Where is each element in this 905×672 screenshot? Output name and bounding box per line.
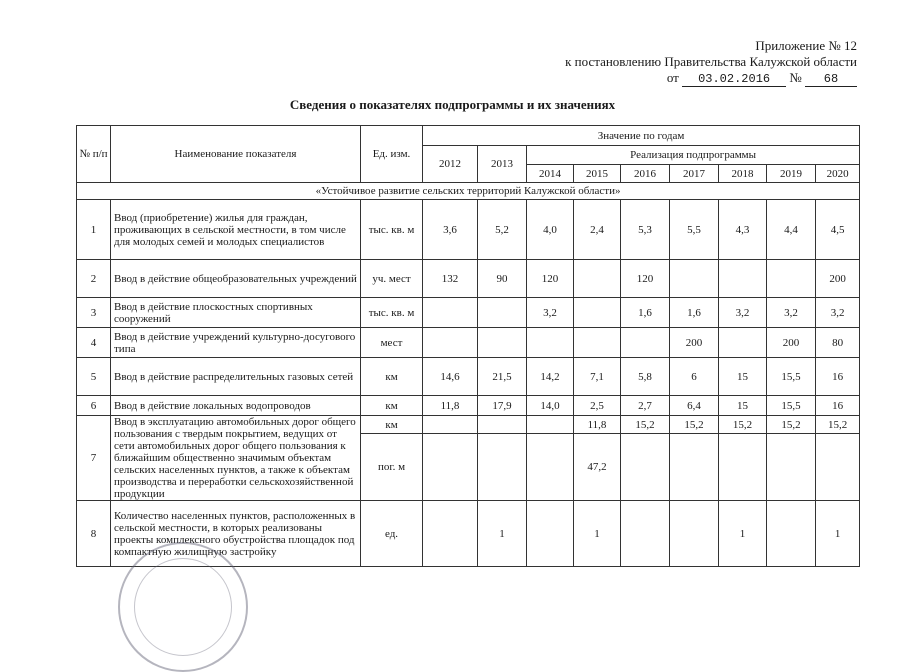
table-row: [77, 298, 860, 328]
value-cell: 3,2: [719, 298, 767, 328]
value-cell: [478, 328, 527, 358]
value-cell: 200: [670, 328, 719, 358]
value-cell: 11,8: [423, 396, 478, 416]
value-cell: 132: [423, 260, 478, 298]
value-cell: [423, 434, 478, 501]
value-cell: [423, 298, 478, 328]
value-cell: 1,6: [621, 298, 670, 328]
official-seal: [118, 542, 248, 672]
value-cell: [478, 416, 527, 434]
indicator-name: Ввод в действие локальных водопроводов: [111, 396, 361, 416]
value-cell: 5,2: [478, 200, 527, 260]
table-row: [77, 260, 860, 298]
indicator-name: Ввод в действие плоскостных спортивных сооружений: [111, 298, 361, 328]
section-row: [77, 183, 860, 200]
value-cell: [527, 501, 574, 567]
value-cell: 11,8: [574, 416, 621, 434]
indicator-name: Ввод в действие общеобразовательных учреждений: [111, 260, 361, 298]
col-values-header: Значение по годам: [423, 126, 860, 146]
value-cell: [527, 434, 574, 501]
row-number: 8: [77, 501, 111, 567]
year-header: 2014: [527, 165, 574, 183]
year-header: 2013: [478, 146, 527, 183]
value-cell: [478, 298, 527, 328]
value-cell: 16: [816, 396, 860, 416]
value-cell: [621, 328, 670, 358]
value-cell: 5,3: [621, 200, 670, 260]
unit-cell: уч. мест: [361, 260, 423, 298]
value-cell: [719, 260, 767, 298]
table-row: [77, 328, 860, 358]
value-cell: [574, 298, 621, 328]
year-header: 2018: [719, 165, 767, 183]
resolution-date: 03.02.2016: [682, 72, 786, 87]
value-cell: [816, 434, 860, 501]
value-cell: 120: [621, 260, 670, 298]
value-cell: 5,5: [670, 200, 719, 260]
value-cell: 15,2: [719, 416, 767, 434]
value-cell: 80: [816, 328, 860, 358]
value-cell: 4,5: [816, 200, 860, 260]
value-cell: [767, 434, 816, 501]
value-cell: 14,0: [527, 396, 574, 416]
value-cell: 21,5: [478, 358, 527, 396]
value-cell: [719, 434, 767, 501]
value-cell: [670, 501, 719, 567]
value-cell: 2,7: [621, 396, 670, 416]
document-title: Сведения о показателях подпрограммы и их значениях: [289, 97, 616, 112]
value-cell: 15,2: [816, 416, 860, 434]
value-cell: 120: [527, 260, 574, 298]
row-number: 5: [77, 358, 111, 396]
indicator-name: Ввод (приобретение) жилья для граждан, проживающих в сельской местности, в том числе для молодых семей и молодых специалистов: [111, 200, 361, 260]
value-cell: [670, 434, 719, 501]
unit-cell: км: [361, 358, 423, 396]
value-cell: [767, 260, 816, 298]
value-cell: 6: [670, 358, 719, 396]
indicators-table: [76, 125, 860, 567]
row-number: 1: [77, 200, 111, 260]
value-cell: [574, 328, 621, 358]
document-header: [565, 38, 857, 87]
value-cell: [478, 434, 527, 501]
value-cell: 1: [574, 501, 621, 567]
value-cell: 4,4: [767, 200, 816, 260]
row-number: 7: [77, 416, 111, 501]
row-number: 2: [77, 260, 111, 298]
row-number: 4: [77, 328, 111, 358]
value-cell: 90: [478, 260, 527, 298]
value-cell: [423, 501, 478, 567]
value-cell: 4,0: [527, 200, 574, 260]
table-row: [77, 396, 860, 416]
value-cell: 1: [816, 501, 860, 567]
unit-cell: пог. м: [361, 434, 423, 501]
value-cell: 4,3: [719, 200, 767, 260]
year-header: 2015: [574, 165, 621, 183]
unit-cell: км: [361, 416, 423, 434]
col-unit-header: Ед. изм.: [361, 126, 423, 183]
value-cell: [423, 328, 478, 358]
indicator-name: Ввод в эксплуатацию автомобильных дорог общего пользования с твердым покрытием, ведущих от сети автомобильных дорог общего пользования к ближайшим общественно значимым объектам сельских населенных пунктов, а также к объектам производства и переработки сельскохозяйственной продукции: [111, 416, 361, 501]
year-header: 2012: [423, 146, 478, 183]
from-label: от: [666, 70, 679, 85]
value-cell: 200: [816, 260, 860, 298]
value-cell: [527, 328, 574, 358]
table-row: [77, 358, 860, 396]
value-cell: 15: [719, 396, 767, 416]
unit-cell: тыс. кв. м: [361, 200, 423, 260]
header-row-1: [77, 126, 860, 146]
table-row: [77, 416, 860, 434]
value-cell: 15: [719, 358, 767, 396]
unit-cell: мест: [361, 328, 423, 358]
year-header: 2020: [816, 165, 860, 183]
unit-cell: тыс. кв. м: [361, 298, 423, 328]
indicator-name: Количество населенных пунктов, расположенных в сельской местности, в которых реализованы проекты комплексного обустройства площадок под компактную жилищную застройку: [111, 501, 361, 567]
value-cell: [527, 416, 574, 434]
value-cell: 5,8: [621, 358, 670, 396]
value-cell: 15,2: [670, 416, 719, 434]
value-cell: 16: [816, 358, 860, 396]
year-header: 2017: [670, 165, 719, 183]
value-cell: [719, 328, 767, 358]
unit-cell: км: [361, 396, 423, 416]
value-cell: 3,6: [423, 200, 478, 260]
resolution-number: 68: [805, 72, 857, 87]
value-cell: 7,1: [574, 358, 621, 396]
table-row: [77, 200, 860, 260]
table-body: [77, 126, 860, 567]
section-title: «Устойчивое развитие сельских территорий Калужской области»: [77, 183, 860, 200]
value-cell: 17,9: [478, 396, 527, 416]
value-cell: 15,5: [767, 358, 816, 396]
row-number: 6: [77, 396, 111, 416]
appendix-label: Приложение № 12: [755, 38, 857, 53]
value-cell: 3,2: [527, 298, 574, 328]
unit-cell: ед.: [361, 501, 423, 567]
row-number: 3: [77, 298, 111, 328]
value-cell: [767, 501, 816, 567]
value-cell: 6,4: [670, 396, 719, 416]
value-cell: 200: [767, 328, 816, 358]
value-cell: 3,2: [767, 298, 816, 328]
value-cell: 2,5: [574, 396, 621, 416]
value-cell: [621, 434, 670, 501]
date-number-line: [565, 70, 857, 87]
value-cell: [574, 260, 621, 298]
value-cell: 14,2: [527, 358, 574, 396]
col-name-header: Наименование показателя: [111, 126, 361, 183]
value-cell: 2,4: [574, 200, 621, 260]
col-num-header: № п/п: [77, 126, 111, 183]
resolution-label: к постановлению Правительства Калужской области: [565, 54, 857, 69]
value-cell: 15,2: [621, 416, 670, 434]
value-cell: 15,5: [767, 396, 816, 416]
realization-header: Реализация подпрограммы: [527, 146, 860, 165]
value-cell: 14,6: [423, 358, 478, 396]
number-label: №: [789, 70, 802, 85]
value-cell: 1: [478, 501, 527, 567]
value-cell: 1,6: [670, 298, 719, 328]
indicator-name: Ввод в действие распределительных газовых сетей: [111, 358, 361, 396]
value-cell: 15,2: [767, 416, 816, 434]
value-cell: [621, 501, 670, 567]
year-header: 2019: [767, 165, 816, 183]
value-cell: 47,2: [574, 434, 621, 501]
indicator-name: Ввод в действие учреждений культурно-досугового типа: [111, 328, 361, 358]
value-cell: 1: [719, 501, 767, 567]
value-cell: 3,2: [816, 298, 860, 328]
value-cell: [423, 416, 478, 434]
year-header: 2016: [621, 165, 670, 183]
value-cell: [670, 260, 719, 298]
